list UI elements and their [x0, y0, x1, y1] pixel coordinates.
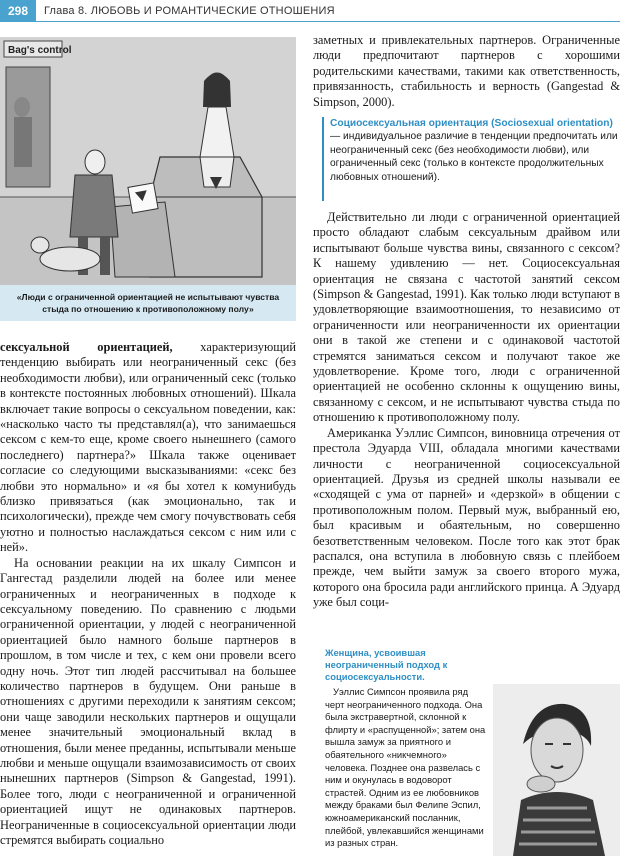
- cartoon-illustration: [0, 37, 296, 285]
- definition-bar: [322, 117, 324, 201]
- paragraph-1-text: характеризующий тенденцию выбирать или неограниченный секс (без необходимости любви), или ограниченный секс (только в контексте постоянных любовных отношений). Шкала включает такие вопросы о сексуальном поведении, как: «насколько часто ты представлял(а), что занимаешься сексом с кем-то еще, кроме своего нынешнего (самого последнего) партнера?» Шкала также оценивает согласие со следующими высказываниями: «секс без любви это нормально» и «я бы хотел к комунибудь близко привязаться (как эмоционально, так и психологически), прежде чем смогу почувствовать себя уютно и полностью наслаждаться сексом с ним или с ней».: [0, 340, 297, 555]
- sidebar-title: Женщина, усвоившая неограниченный подход к социосексуальности.: [325, 647, 448, 682]
- definition-text: — индивидуальное различие в тенденции предпочитать или неограниченный секс (без необходимости любви), или ограниченный секс (только в контексте продолжительных любовных отношений).: [330, 131, 618, 183]
- paragraph-1: [0, 340, 296, 556]
- left-column: [0, 340, 296, 848]
- page-header: [0, 0, 620, 22]
- sidebar-text: Уэллис Симпсон проявила ряд черт неограниченного подхода. Она была экстравертной, склонной к флирту и «распущенной»; затем она вышла замуж за приятного и обаятельного «никчемного» человека. Позднее она развелась с ним и окунулась в водоворот страстей. Одним из ее любовников между браками был Фелипе Эспил, южноамериканский посланник, плейбой, увлекавшийся женщинами из разных стран.: [325, 686, 486, 849]
- definition-term: Социосексуальная ориентация (Sociosexual orientation): [330, 118, 613, 129]
- portrait-drawing: [493, 684, 620, 856]
- paragraph-3: Действительно ли люди с ограниченной ориентацией просто обладают слабым сексуальным драйвом или испытывают больше чувства вины, связанного с сексом? К нашему удивлению — нет. Социосексуальная ориентация не связана с частотой занятий сексом (Simpson & Gangestad, 1991). Как только люди вступают в удовлетворяющие взаимоотношения, то независимо от ограниченности или неограниченности их ориентации они в такой же степени и с одинаковой частотой стремятся заниматься сексом и получают такое же удовлетворение. Кроме того, люди с ограниченной ориентацией не особенно склонны к ощущению вины, связанному с сексом, и не испытывают чувства стыда по отношению к противоположному полу.: [313, 210, 620, 425]
- photo-sidebar: [325, 647, 490, 850]
- header-rule: [36, 21, 620, 22]
- definition-box: [330, 117, 620, 184]
- cartoon-drawing: [0, 37, 296, 285]
- right-column: [313, 33, 620, 110]
- paragraph-2: На основании реакции на их шкалу Симпсон и Гангестад разделили людей на более или менее ограниченных и неограниченных в подходе к сексуальному поведению. По сравнению с людьми ограниченной ориентации, у людей с неограниченной ориентацией было намного больше партнеров в прошлом, в том числе и тех, с кем они провели всего одну ночь. Этот тип людей рассчитывал на большее количество партнеров в будущем. Они раньше в отношениях с другими переходили к занятиям сексом; они чаще заводили нескольких партнеров и ощущали менее значительный эмоциональный вклад в отношения, были менее преданны, испытывали меньше любви и меньше ощущали взаимозависимость от своих нынешних партнеров (Simpson & Gangestad, 1991). Более того, люди с неограниченной и ограниченной ориентацией ищут не одинаковых партнеров. Неограниченные в социосексуальной ориентации люди стремятся выбирать социально: [0, 555, 296, 847]
- paragraph-top: заметных и привлекательных партнеров. Ограниченные люди предпочитают партнеров с хорошими родительскими качествами, такими как ответственность, привязанность, стабильность и верность (Gangestad & Simpson, 2000).: [313, 33, 620, 109]
- paragraph-4: Американка Уэллис Симпсон, виновница отречения от престола Эдуарда VIII, обладала многими качествами личности с неограниченной социосексуальной ориентацией. Друзья из средней школы называли ее «сходящей с ума от парней» и «дерзкой» в общении с противоположным полом. Первый муж, выбранный ею, был красивым и обаятельным, но совершенно безответственным человеком. После того как этот брак распался, она вступила в любовную связь с плейбоем прежде, чем выйти замуж за своего второго мужа, которого она бросила ради английского принца. А Эдуард уже был соци-: [313, 425, 620, 610]
- lead-term: сексуальной ориентацией,: [0, 340, 173, 354]
- running-head: Глава 8. ЛЮБОВЬ И РОМАНТИЧЕСКИЕ ОТНОШЕНИЯ: [44, 5, 335, 17]
- page-number: 298: [0, 0, 36, 22]
- portrait-photo: [493, 684, 620, 856]
- sign-text: Bag's control: [8, 45, 72, 56]
- cartoon-caption: «Люди с ограниченной ориентацией не испытывают чувства стыда по отношению к противоположному полу»: [0, 285, 296, 321]
- right-column-body: [313, 210, 620, 611]
